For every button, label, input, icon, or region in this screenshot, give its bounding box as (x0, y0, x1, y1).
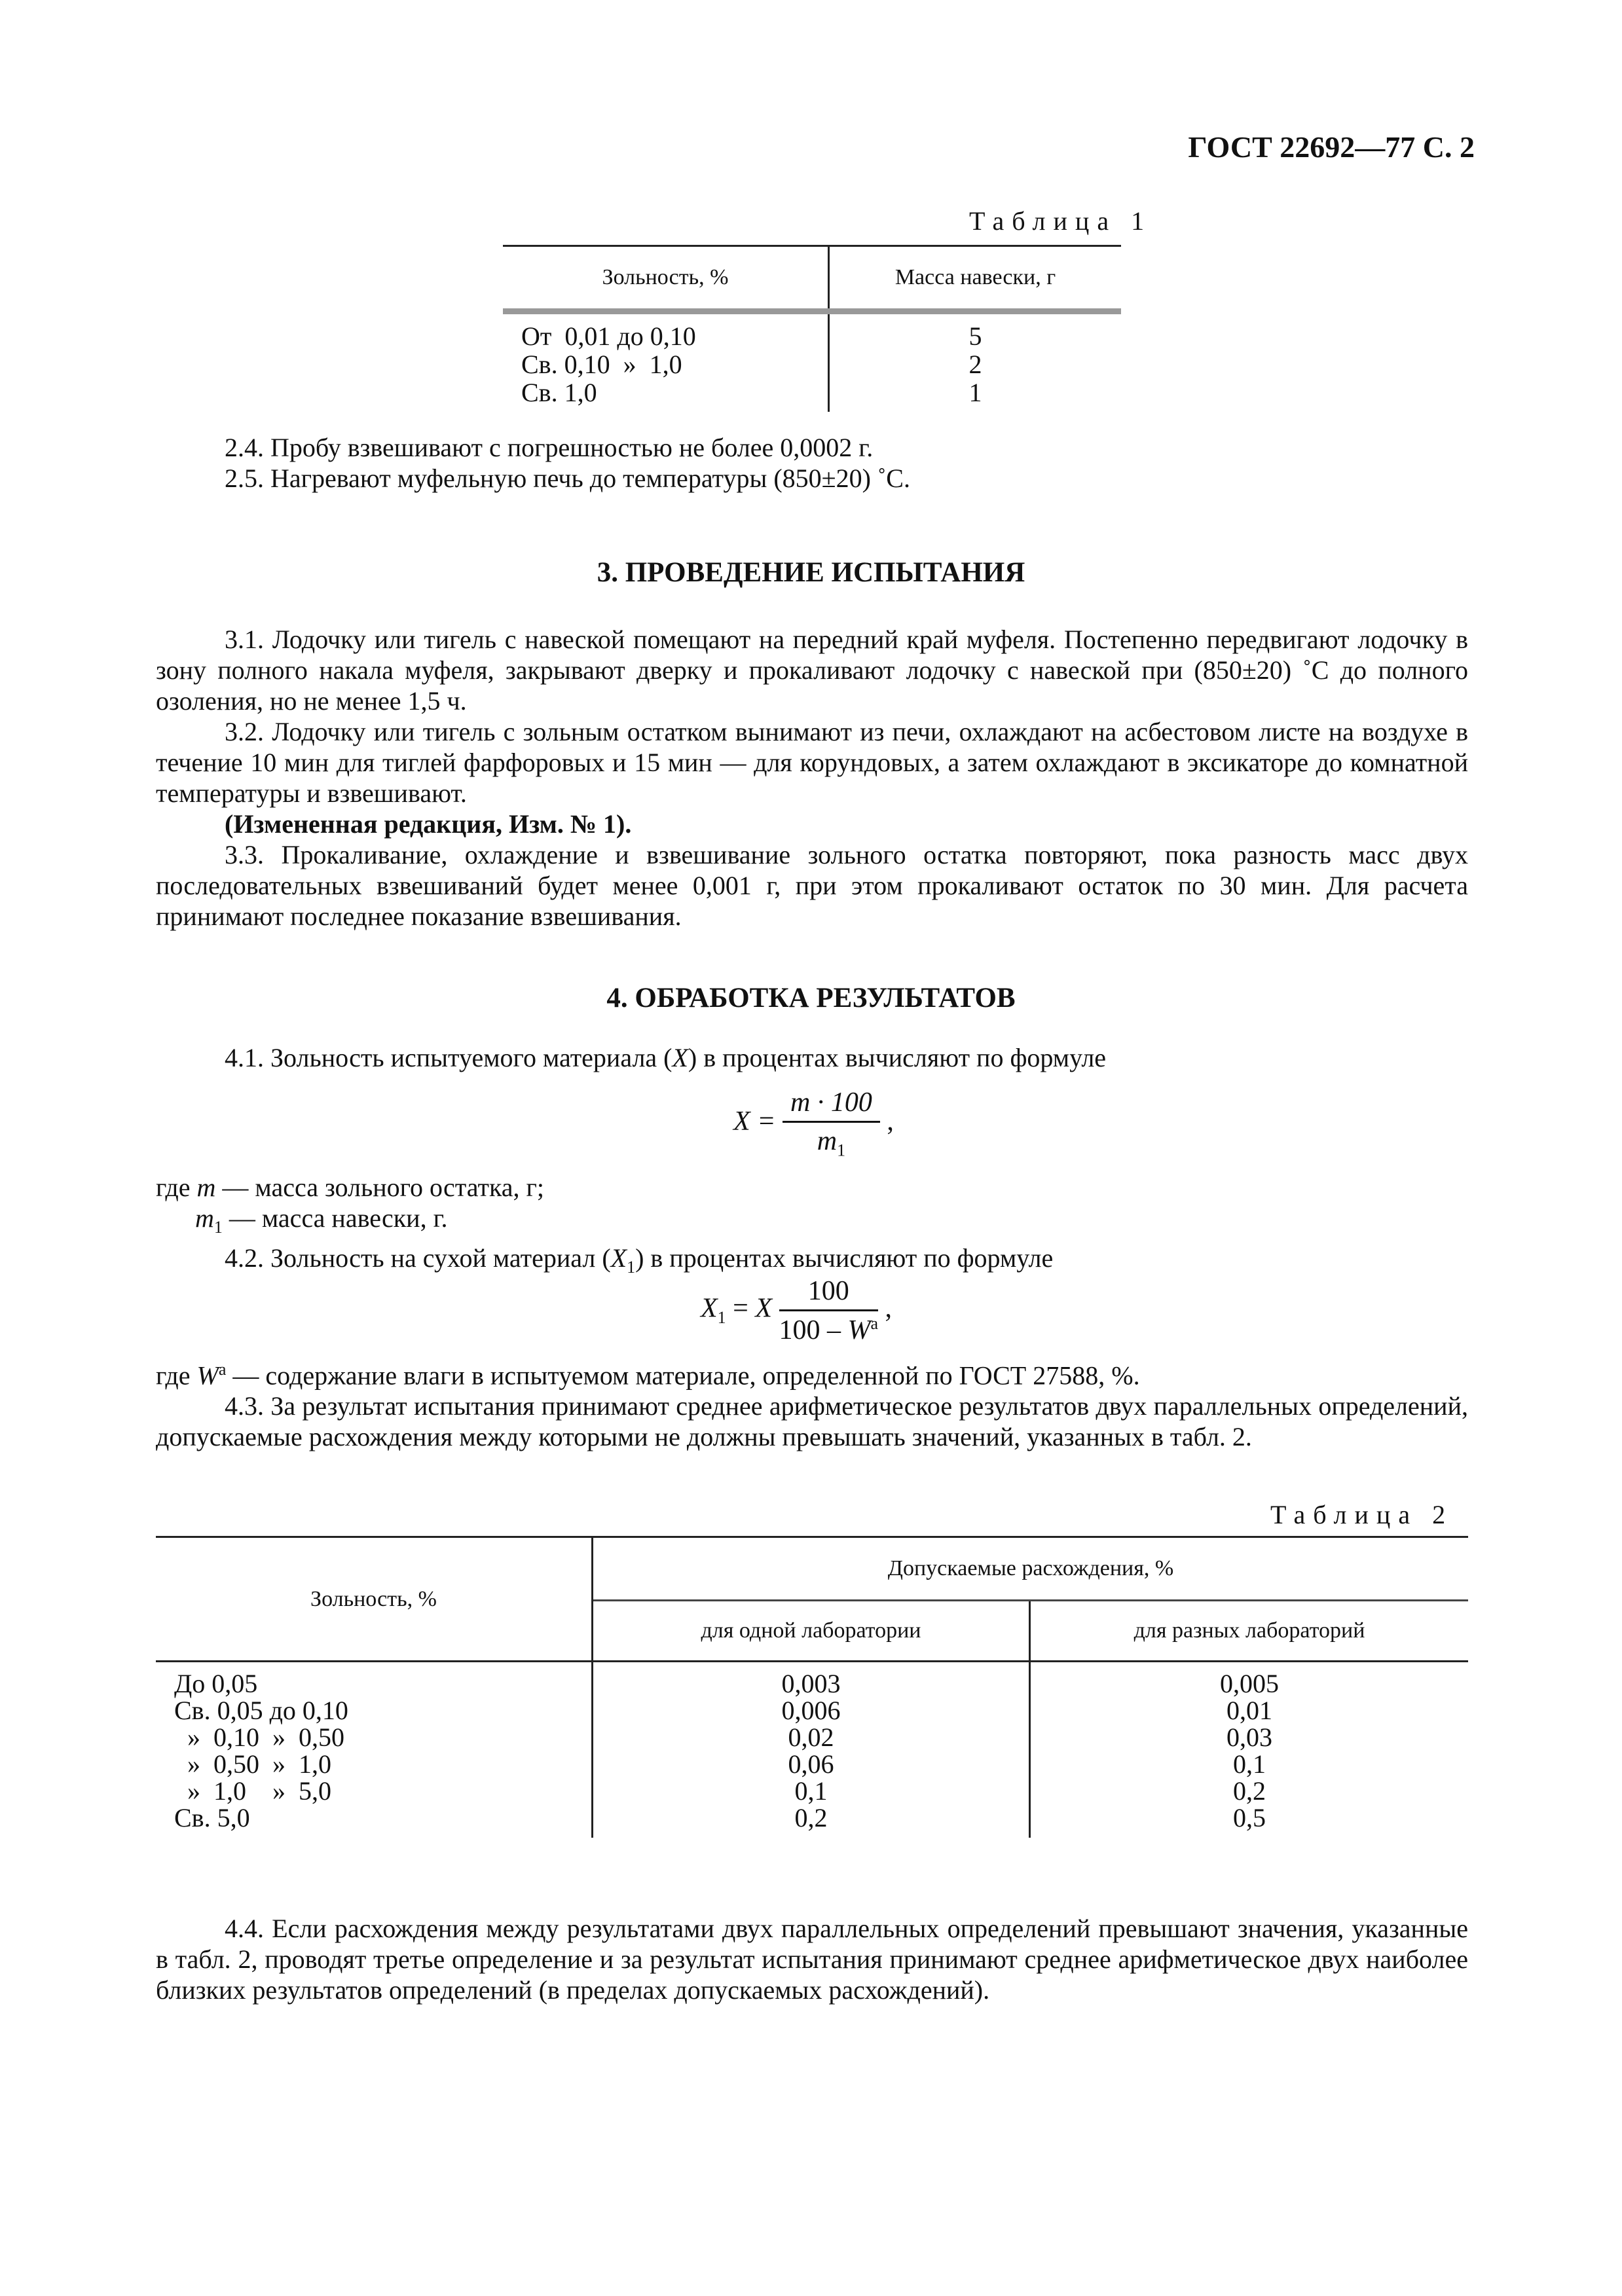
table2-cell: 0,2 (1233, 1776, 1266, 1806)
section-4-4 (156, 1913, 1468, 2005)
variable-m1: m (195, 1203, 214, 1233)
table2-header-one-lab: для одной лаборатории (593, 1601, 1030, 1662)
table1 (503, 245, 1121, 412)
where-block-1 (156, 1172, 1468, 1283)
table2-header-row (156, 1537, 1468, 1601)
text-run: — масса зольного остатка, г; (215, 1173, 545, 1202)
table2-cell: » 0,10 » 0,50 (174, 1722, 344, 1752)
table2-header-group: Допускаемые расхождения, % (593, 1537, 1469, 1601)
table1-cell: Св. 0,10 » 1,0 (521, 350, 682, 379)
table2-cell: 0,03 (1226, 1722, 1272, 1752)
table2-cell: 0,1 (794, 1776, 828, 1806)
table2 (156, 1536, 1468, 1838)
text-run: 4.2. Зольность на сухой материал ( (225, 1243, 611, 1273)
table2-cell: 0,5 (1233, 1803, 1266, 1832)
variable-w: W (196, 1360, 219, 1391)
text-run: ) в процентах вычисляют по формуле (635, 1243, 1054, 1273)
table2-caption: Таблица 2 (1270, 1500, 1454, 1529)
formula2-w: W (847, 1315, 871, 1345)
table2-cell: Св. 5,0 (174, 1803, 250, 1832)
formula2-comma: , (885, 1293, 893, 1324)
table2-cell: 0,006 (781, 1696, 841, 1725)
text-run: где (156, 1173, 197, 1202)
formula2-lhs: X (701, 1293, 718, 1324)
table1-header-row (503, 246, 1121, 312)
table2-cell: 0,1 (1233, 1749, 1266, 1779)
table2-cell: 0,005 (1220, 1669, 1279, 1698)
formula2-numerator: 100 (779, 1275, 879, 1311)
section-3-title: 3. ПРОВЕДЕНИЕ ИСПЫТАНИЯ (597, 557, 1025, 588)
formula-1 (733, 1087, 894, 1160)
table2-cell: Св. 0,05 до 0,10 (174, 1696, 348, 1725)
where-line-m (156, 1172, 1468, 1203)
paragraph-3-2: 3.2. Лодочку или тигель с зольным остатком вынимают из печи, охлаждают на асбестовом листе на воздухе в течение 10 мин для тиглей фарфоровых и 15 мин — для корундовых, а затем охлаждают в эксикаторе до комнатной температуры и взвешивают. (156, 717, 1468, 808)
table2-header-diff-labs: для разных лабораторий (1030, 1601, 1469, 1662)
variable-x1: X (610, 1243, 627, 1273)
table2-header-ash: Зольность, % (156, 1537, 593, 1662)
formula2-denominator: 100 – (779, 1315, 848, 1345)
where-block-2 (156, 1354, 1468, 1452)
paragraph-3-1: 3.1. Лодочку или тигель с навеской помещают на передний край муфеля. Постепенно передвигают лодочку в зону полного накала муфеля, закрывают дверку и прокаливают лодочку с навеской при (850±20) ˚С до полного озоления, но не менее 1,5 ч. (156, 625, 1468, 716)
formula2-fraction (779, 1275, 879, 1346)
formula1-denominator: m (817, 1126, 838, 1156)
paragraph-4-4: 4.4. Если расхождения между результатами двух параллельных определений превышают значения, указанные в табл. 2, проводят третье определение и за результат испытания принимают среднее арифметическое двух наиболее близких результатов определений (в пределах допускаемых расхождений). (156, 1914, 1468, 2005)
text-run: где (156, 1360, 197, 1391)
formula1-numerator: m · 100 (790, 1087, 872, 1118)
formula1-lhs: X = (733, 1106, 776, 1137)
variable-x: X (672, 1043, 688, 1072)
table1-cell: Св. 1,0 (521, 378, 597, 407)
amendment-note: (Измененная редакция, Изм. № 1). (225, 809, 632, 839)
paragraph-4-1 (156, 1042, 1468, 1073)
formula-2 (701, 1275, 892, 1346)
variable-m1-sub: 1 (213, 1218, 223, 1237)
table1-cell: 5 (968, 321, 982, 351)
text-run: 4.1. Зольность испытуемого материала ( (225, 1043, 673, 1072)
where-line-m1 (156, 1203, 1468, 1243)
paragraph-2-5: 2.5. Нагревают муфельную печь до температуры (850±20) ˚С. (225, 464, 910, 493)
paragraph-3-3: 3.3. Прокаливание, охлаждение и взвешивание зольного остатка повторяют, пока разность масс двух последовательных взвешиваний будет менее 0,001 г, при этом прокаливают остаток по 30 мин. Для расчета принимают последнее показание взвешивания. (156, 840, 1468, 931)
table1-header-mass: Масса навески, г (829, 246, 1122, 312)
table2-cell: 0,003 (781, 1669, 841, 1698)
where-line-w (156, 1354, 1468, 1391)
formula2-equals: = (733, 1293, 756, 1324)
table1-caption: Таблица 1 (969, 206, 1152, 236)
paragraph-4-3: 4.3. За результат испытания принимают среднее арифметическое результатов двух параллельных определений, допускаемые расхождения между которыми не должны превышать значений, указанных в табл. 2. (156, 1391, 1468, 1452)
table1-cell: От 0,01 до 0,10 (521, 321, 696, 351)
table2-cell: » 1,0 » 5,0 (174, 1776, 331, 1806)
table2-cell: 0,2 (794, 1803, 828, 1832)
table2-cell: 0,01 (1226, 1696, 1272, 1725)
page-header: ГОСТ 22692—77 С. 2 (1188, 130, 1475, 164)
variable-x1-sub: 1 (627, 1258, 636, 1277)
text-run: — масса навески, г. (222, 1203, 448, 1233)
section-3-body (156, 624, 1468, 932)
table1-cell: 1 (968, 378, 982, 407)
table2-cell: » 0,50 » 1,0 (174, 1749, 331, 1779)
formula2-x: X (755, 1293, 772, 1324)
table1-body (503, 312, 1121, 412)
formula1-fraction (783, 1087, 880, 1160)
formula1-denominator-sub: 1 (837, 1140, 846, 1160)
paragraph-text: 2.4. Пробу взвешивают с погрешностью не более 0,0002 г. (225, 433, 874, 462)
text-run: — содержание влаги в испытуемом материале, определенной по ГОСТ 27588, %. (226, 1360, 1140, 1391)
paragraph-2-4 (156, 432, 1468, 494)
section-4-title: 4. ОБРАБОТКА РЕЗУЛЬТАТОВ (606, 983, 1016, 1013)
table1-header-ash: Зольность, % (503, 246, 829, 312)
variable-w-sup: a (218, 1360, 227, 1379)
table2-cell: 0,06 (788, 1749, 834, 1779)
text-run: ) в процентах вычисляют по формуле (688, 1043, 1107, 1072)
table2-cell: 0,02 (788, 1722, 834, 1752)
formula2-lhs-sub: 1 (717, 1308, 726, 1328)
table2-body (156, 1662, 1468, 1838)
formula2-w-sup: a (870, 1314, 879, 1333)
variable-m: m (196, 1173, 216, 1202)
table2-cell: До 0,05 (174, 1669, 258, 1698)
formula1-comma: , (887, 1106, 894, 1137)
table1-cell: 2 (968, 350, 982, 379)
